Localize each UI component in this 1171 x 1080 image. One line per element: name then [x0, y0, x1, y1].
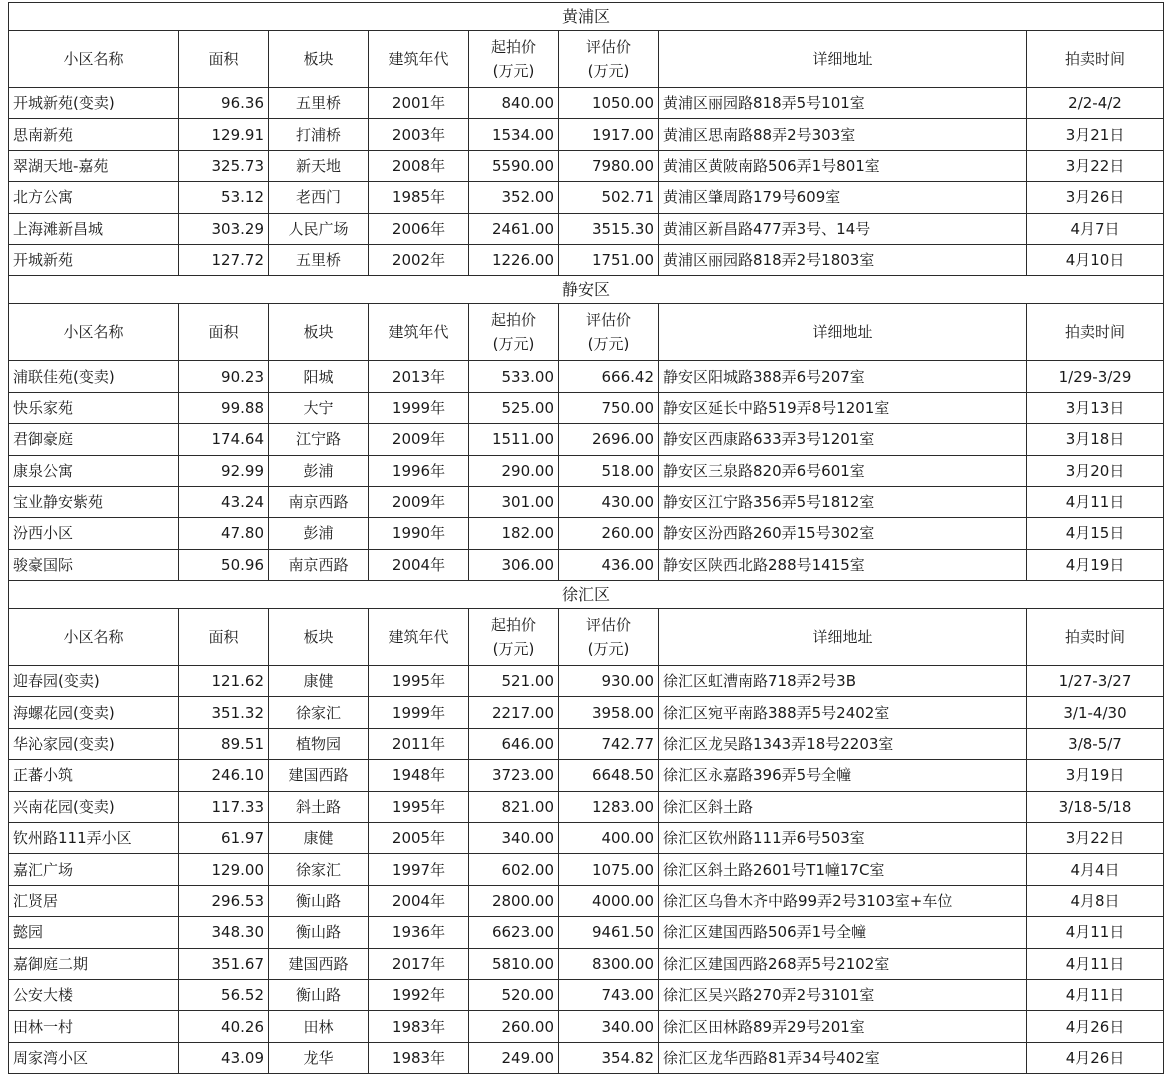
- build-year-cell: 1948年: [369, 760, 469, 791]
- community-name-cell: 公安大楼: [9, 979, 179, 1010]
- block-cell: 南京西路: [269, 486, 369, 517]
- address-cell: 黄浦区思南路88弄2号303室: [659, 119, 1027, 150]
- auction-time-cell: 3/8-5/7: [1027, 728, 1164, 759]
- build-year-cell: 2002年: [369, 244, 469, 275]
- header-label: 起拍价: [490, 38, 536, 56]
- start-price-cell: 340.00: [469, 823, 559, 854]
- start-price-cell: 290.00: [469, 455, 559, 486]
- block-cell: 江宁路: [269, 424, 369, 455]
- block-cell: 大宁: [269, 392, 369, 423]
- eval-price-cell: 7980.00: [559, 150, 659, 181]
- column-header-block: 板块: [269, 609, 369, 666]
- area-cell: 53.12: [179, 182, 269, 213]
- address-cell: 黄浦区肇周路179号609室: [659, 182, 1027, 213]
- start-price-cell: 2461.00: [469, 213, 559, 244]
- start-price-cell: 525.00: [469, 392, 559, 423]
- address-cell: 徐汇区建国西路268弄5号2102室: [659, 948, 1027, 979]
- auction-time-cell: 4月26日: [1027, 1042, 1164, 1073]
- auction-time-cell: 3月20日: [1027, 455, 1164, 486]
- address-cell: 静安区三泉路820弄6号601室: [659, 455, 1027, 486]
- area-cell: 89.51: [179, 728, 269, 759]
- auction-time-cell: 1/29-3/29: [1027, 361, 1164, 392]
- auction-time-cell: 3月18日: [1027, 424, 1164, 455]
- table-row: [9, 150, 1164, 181]
- table-row: [9, 182, 1164, 213]
- community-name-cell: 浦联佳苑(变卖): [9, 361, 179, 392]
- address-cell: 徐汇区钦州路111弄6号503室: [659, 823, 1027, 854]
- column-header-block: 板块: [269, 304, 369, 361]
- table-row: [9, 455, 1164, 486]
- auction-listing: [8, 2, 1163, 1074]
- area-cell: 50.96: [179, 549, 269, 580]
- column-header-row: [9, 31, 1164, 88]
- header-label: 评估价: [585, 38, 631, 56]
- table-row: [9, 666, 1164, 697]
- build-year-cell: 2003年: [369, 119, 469, 150]
- column-header-start-price: [469, 31, 559, 88]
- table-row: [9, 213, 1164, 244]
- start-price-cell: 533.00: [469, 361, 559, 392]
- start-price-cell: 260.00: [469, 1011, 559, 1042]
- auction-time-cell: 1/27-3/27: [1027, 666, 1164, 697]
- auction-time-cell: 3/1-4/30: [1027, 697, 1164, 728]
- auction-time-cell: 4月8日: [1027, 885, 1164, 916]
- block-cell: 田林: [269, 1011, 369, 1042]
- community-name-cell: 嘉御庭二期: [9, 948, 179, 979]
- block-cell: 五里桥: [269, 244, 369, 275]
- header-unit: (万元): [587, 640, 630, 659]
- header-unit: (万元): [492, 62, 535, 80]
- column-header-eval-price: [559, 31, 659, 88]
- header-label: 评估价: [585, 311, 631, 330]
- build-year-cell: 1985年: [369, 182, 469, 213]
- address-cell: 静安区阳城路388弄6号207室: [659, 361, 1027, 392]
- area-cell: 325.73: [179, 150, 269, 181]
- address-cell: 徐汇区宛平南路388弄5号2402室: [659, 697, 1027, 728]
- auction-time-cell: 4月11日: [1027, 917, 1164, 948]
- community-name-cell: 迎春园(变卖): [9, 666, 179, 697]
- area-cell: 296.53: [179, 885, 269, 916]
- eval-price-cell: 518.00: [559, 455, 659, 486]
- build-year-cell: 2005年: [369, 823, 469, 854]
- community-name-cell: 思南新苑: [9, 119, 179, 150]
- address-cell: 静安区延长中路519弄8号1201室: [659, 392, 1027, 423]
- address-cell: 黄浦区黄陂南路506弄1号801室: [659, 150, 1027, 181]
- auction-table-body: [9, 3, 1164, 1074]
- block-cell: 康健: [269, 666, 369, 697]
- build-year-cell: 1990年: [369, 518, 469, 549]
- address-cell: 徐汇区龙华西路81弄34号402室: [659, 1042, 1027, 1073]
- community-name-cell: 周家湾小区: [9, 1042, 179, 1073]
- build-year-cell: 2017年: [369, 948, 469, 979]
- block-cell: 阳城: [269, 361, 369, 392]
- area-cell: 174.64: [179, 424, 269, 455]
- block-cell: 植物园: [269, 728, 369, 759]
- table-row: [9, 760, 1164, 791]
- auction-time-cell: 2/2-4/2: [1027, 88, 1164, 119]
- area-cell: 92.99: [179, 455, 269, 486]
- area-cell: 121.62: [179, 666, 269, 697]
- area-cell: 117.33: [179, 791, 269, 822]
- table-row: [9, 948, 1164, 979]
- community-name-cell: 上海滩新昌城: [9, 213, 179, 244]
- build-year-cell: 2004年: [369, 885, 469, 916]
- header-label: 起拍价: [490, 311, 536, 330]
- address-cell: 静安区江宁路356弄5号1812室: [659, 486, 1027, 517]
- column-header-time: 拍卖时间: [1027, 31, 1164, 88]
- column-header-address: 详细地址: [659, 609, 1027, 666]
- build-year-cell: 1996年: [369, 455, 469, 486]
- start-price-cell: 521.00: [469, 666, 559, 697]
- column-header-eval-price: [559, 609, 659, 666]
- table-row: [9, 1042, 1164, 1073]
- eval-price-cell: 1917.00: [559, 119, 659, 150]
- block-cell: 南京西路: [269, 549, 369, 580]
- build-year-cell: 2011年: [369, 728, 469, 759]
- table-row: [9, 518, 1164, 549]
- start-price-cell: 1511.00: [469, 424, 559, 455]
- start-price-cell: 182.00: [469, 518, 559, 549]
- column-header-name: 小区名称: [9, 609, 179, 666]
- start-price-cell: 602.00: [469, 854, 559, 885]
- district-row: [9, 276, 1164, 304]
- district-title: 徐汇区: [9, 581, 1164, 609]
- eval-price-cell: 750.00: [559, 392, 659, 423]
- community-name-cell: 康泉公寓: [9, 455, 179, 486]
- area-cell: 61.97: [179, 823, 269, 854]
- eval-price-cell: 6648.50: [559, 760, 659, 791]
- eval-price-cell: 354.82: [559, 1042, 659, 1073]
- header-unit: (万元): [587, 62, 630, 80]
- community-name-cell: 正蕃小筑: [9, 760, 179, 791]
- table-row: [9, 885, 1164, 916]
- block-cell: 斜土路: [269, 791, 369, 822]
- start-price-cell: 5810.00: [469, 948, 559, 979]
- eval-price-cell: 9461.50: [559, 917, 659, 948]
- start-price-cell: 2800.00: [469, 885, 559, 916]
- table-row: [9, 119, 1164, 150]
- area-cell: 348.30: [179, 917, 269, 948]
- table-row: [9, 549, 1164, 580]
- auction-time-cell: 4月26日: [1027, 1011, 1164, 1042]
- eval-price-cell: 502.71: [559, 182, 659, 213]
- area-cell: 127.72: [179, 244, 269, 275]
- auction-time-cell: 4月11日: [1027, 979, 1164, 1010]
- table-row: [9, 917, 1164, 948]
- header-label: 起拍价: [490, 616, 536, 635]
- community-name-cell: 宝业静安紫苑: [9, 486, 179, 517]
- address-cell: 黄浦区丽园路818弄2号1803室: [659, 244, 1027, 275]
- eval-price-cell: 3958.00: [559, 697, 659, 728]
- table-row: [9, 728, 1164, 759]
- address-cell: 黄浦区新昌路477弄3号、14号: [659, 213, 1027, 244]
- auction-time-cell: 3月21日: [1027, 119, 1164, 150]
- column-header-block: 板块: [269, 31, 369, 88]
- table-row: [9, 979, 1164, 1010]
- address-cell: 静安区陕西北路288号1415室: [659, 549, 1027, 580]
- address-cell: 黄浦区丽园路818弄5号101室: [659, 88, 1027, 119]
- auction-time-cell: 3月19日: [1027, 760, 1164, 791]
- build-year-cell: 1992年: [369, 979, 469, 1010]
- start-price-cell: 1534.00: [469, 119, 559, 150]
- table-row: [9, 791, 1164, 822]
- table-row: [9, 361, 1164, 392]
- build-year-cell: 1997年: [369, 854, 469, 885]
- block-cell: 建国西路: [269, 760, 369, 791]
- eval-price-cell: 930.00: [559, 666, 659, 697]
- community-name-cell: 北方公寓: [9, 182, 179, 213]
- eval-price-cell: 436.00: [559, 549, 659, 580]
- area-cell: 43.09: [179, 1042, 269, 1073]
- eval-price-cell: 1050.00: [559, 88, 659, 119]
- auction-time-cell: 4月7日: [1027, 213, 1164, 244]
- table-row: [9, 244, 1164, 275]
- start-price-cell: 2217.00: [469, 697, 559, 728]
- column-header-area: 面积: [179, 304, 269, 361]
- block-cell: 彭浦: [269, 518, 369, 549]
- community-name-cell: 快乐家苑: [9, 392, 179, 423]
- build-year-cell: 2006年: [369, 213, 469, 244]
- community-name-cell: 翠湖天地-嘉苑: [9, 150, 179, 181]
- eval-price-cell: 2696.00: [559, 424, 659, 455]
- table-row: [9, 697, 1164, 728]
- district-title: 黄浦区: [9, 3, 1164, 31]
- community-name-cell: 田林一村: [9, 1011, 179, 1042]
- eval-price-cell: 400.00: [559, 823, 659, 854]
- address-cell: 徐汇区龙吴路1343弄18号2203室: [659, 728, 1027, 759]
- block-cell: 打浦桥: [269, 119, 369, 150]
- column-header-year: 建筑年代: [369, 304, 469, 361]
- community-name-cell: 骏豪国际: [9, 549, 179, 580]
- area-cell: 96.36: [179, 88, 269, 119]
- block-cell: 康健: [269, 823, 369, 854]
- auction-time-cell: 3/18-5/18: [1027, 791, 1164, 822]
- block-cell: 衡山路: [269, 917, 369, 948]
- column-header-name: 小区名称: [9, 31, 179, 88]
- start-price-cell: 352.00: [469, 182, 559, 213]
- column-header-start-price: [469, 609, 559, 666]
- auction-time-cell: 4月11日: [1027, 486, 1164, 517]
- table-row: [9, 88, 1164, 119]
- column-header-address: 详细地址: [659, 304, 1027, 361]
- area-cell: 40.26: [179, 1011, 269, 1042]
- address-cell: 徐汇区吴兴路270弄2号3101室: [659, 979, 1027, 1010]
- column-header-year: 建筑年代: [369, 609, 469, 666]
- block-cell: 五里桥: [269, 88, 369, 119]
- build-year-cell: 1983年: [369, 1011, 469, 1042]
- address-cell: 静安区西康路633弄3号1201室: [659, 424, 1027, 455]
- area-cell: 99.88: [179, 392, 269, 423]
- column-header-row: [9, 609, 1164, 666]
- area-cell: 56.52: [179, 979, 269, 1010]
- auction-time-cell: 3月22日: [1027, 150, 1164, 181]
- block-cell: 彭浦: [269, 455, 369, 486]
- community-name-cell: 兴南花园(变卖): [9, 791, 179, 822]
- column-header-area: 面积: [179, 31, 269, 88]
- eval-price-cell: 8300.00: [559, 948, 659, 979]
- build-year-cell: 1999年: [369, 392, 469, 423]
- table-row: [9, 392, 1164, 423]
- column-header-eval-price: [559, 304, 659, 361]
- area-cell: 351.67: [179, 948, 269, 979]
- auction-time-cell: 4月11日: [1027, 948, 1164, 979]
- eval-price-cell: 1075.00: [559, 854, 659, 885]
- area-cell: 246.10: [179, 760, 269, 791]
- address-cell: 静安区汾西路260弄15号302室: [659, 518, 1027, 549]
- header-unit: (万元): [492, 640, 535, 659]
- community-name-cell: 开城新苑: [9, 244, 179, 275]
- build-year-cell: 1995年: [369, 666, 469, 697]
- table-row: [9, 424, 1164, 455]
- auction-time-cell: 3月26日: [1027, 182, 1164, 213]
- community-name-cell: 懿园: [9, 917, 179, 948]
- column-header-start-price: [469, 304, 559, 361]
- address-cell: 徐汇区虹漕南路718弄2号3B: [659, 666, 1027, 697]
- address-cell: 徐汇区田林路89弄29号201室: [659, 1011, 1027, 1042]
- eval-price-cell: 666.42: [559, 361, 659, 392]
- block-cell: 徐家汇: [269, 697, 369, 728]
- start-price-cell: 1226.00: [469, 244, 559, 275]
- table-row: [9, 1011, 1164, 1042]
- address-cell: 徐汇区斜土路: [659, 791, 1027, 822]
- table-row: [9, 823, 1164, 854]
- community-name-cell: 君御豪庭: [9, 424, 179, 455]
- column-header-time: 拍卖时间: [1027, 304, 1164, 361]
- header-unit: (万元): [492, 335, 535, 354]
- column-header-row: [9, 304, 1164, 361]
- address-cell: 徐汇区斜土路2601号T1幢17C室: [659, 854, 1027, 885]
- community-name-cell: 华沁家园(变卖): [9, 728, 179, 759]
- address-cell: 徐汇区乌鲁木齐中路99弄2号3103室+车位: [659, 885, 1027, 916]
- eval-price-cell: 340.00: [559, 1011, 659, 1042]
- auction-time-cell: 4月19日: [1027, 549, 1164, 580]
- community-name-cell: 海螺花园(变卖): [9, 697, 179, 728]
- column-header-address: 详细地址: [659, 31, 1027, 88]
- build-year-cell: 2004年: [369, 549, 469, 580]
- block-cell: 新天地: [269, 150, 369, 181]
- start-price-cell: 6623.00: [469, 917, 559, 948]
- header-unit: (万元): [587, 335, 630, 354]
- eval-price-cell: 1283.00: [559, 791, 659, 822]
- eval-price-cell: 430.00: [559, 486, 659, 517]
- area-cell: 351.32: [179, 697, 269, 728]
- area-cell: 129.00: [179, 854, 269, 885]
- column-header-time: 拍卖时间: [1027, 609, 1164, 666]
- district-row: [9, 3, 1164, 31]
- start-price-cell: 520.00: [469, 979, 559, 1010]
- start-price-cell: 249.00: [469, 1042, 559, 1073]
- table-row: [9, 854, 1164, 885]
- eval-price-cell: 743.00: [559, 979, 659, 1010]
- start-price-cell: 5590.00: [469, 150, 559, 181]
- build-year-cell: 2013年: [369, 361, 469, 392]
- auction-table: [8, 2, 1164, 1074]
- area-cell: 43.24: [179, 486, 269, 517]
- start-price-cell: 301.00: [469, 486, 559, 517]
- build-year-cell: 1936年: [369, 917, 469, 948]
- build-year-cell: 1995年: [369, 791, 469, 822]
- eval-price-cell: 4000.00: [559, 885, 659, 916]
- block-cell: 衡山路: [269, 885, 369, 916]
- eval-price-cell: 3515.30: [559, 213, 659, 244]
- build-year-cell: 1999年: [369, 697, 469, 728]
- block-cell: 衡山路: [269, 979, 369, 1010]
- column-header-year: 建筑年代: [369, 31, 469, 88]
- community-name-cell: 钦州路111弄小区: [9, 823, 179, 854]
- area-cell: 47.80: [179, 518, 269, 549]
- start-price-cell: 306.00: [469, 549, 559, 580]
- block-cell: 徐家汇: [269, 854, 369, 885]
- start-price-cell: 646.00: [469, 728, 559, 759]
- community-name-cell: 汾西小区: [9, 518, 179, 549]
- area-cell: 90.23: [179, 361, 269, 392]
- table-row: [9, 486, 1164, 517]
- build-year-cell: 2001年: [369, 88, 469, 119]
- eval-price-cell: 260.00: [559, 518, 659, 549]
- start-price-cell: 821.00: [469, 791, 559, 822]
- header-label: 评估价: [585, 616, 631, 635]
- address-cell: 徐汇区永嘉路396弄5号全幢: [659, 760, 1027, 791]
- block-cell: 老西门: [269, 182, 369, 213]
- auction-time-cell: 4月4日: [1027, 854, 1164, 885]
- eval-price-cell: 742.77: [559, 728, 659, 759]
- district-title: 静安区: [9, 276, 1164, 304]
- build-year-cell: 2008年: [369, 150, 469, 181]
- area-cell: 129.91: [179, 119, 269, 150]
- build-year-cell: 2009年: [369, 424, 469, 455]
- eval-price-cell: 1751.00: [559, 244, 659, 275]
- build-year-cell: 2009年: [369, 486, 469, 517]
- build-year-cell: 1983年: [369, 1042, 469, 1073]
- community-name-cell: 开城新苑(变卖): [9, 88, 179, 119]
- auction-time-cell: 4月10日: [1027, 244, 1164, 275]
- auction-time-cell: 3月22日: [1027, 823, 1164, 854]
- block-cell: 龙华: [269, 1042, 369, 1073]
- column-header-name: 小区名称: [9, 304, 179, 361]
- district-row: [9, 581, 1164, 609]
- auction-time-cell: 3月13日: [1027, 392, 1164, 423]
- column-header-area: 面积: [179, 609, 269, 666]
- block-cell: 人民广场: [269, 213, 369, 244]
- community-name-cell: 嘉汇广场: [9, 854, 179, 885]
- start-price-cell: 840.00: [469, 88, 559, 119]
- area-cell: 303.29: [179, 213, 269, 244]
- address-cell: 徐汇区建国西路506弄1号全幢: [659, 917, 1027, 948]
- block-cell: 建国西路: [269, 948, 369, 979]
- start-price-cell: 3723.00: [469, 760, 559, 791]
- auction-time-cell: 4月15日: [1027, 518, 1164, 549]
- community-name-cell: 汇贤居: [9, 885, 179, 916]
